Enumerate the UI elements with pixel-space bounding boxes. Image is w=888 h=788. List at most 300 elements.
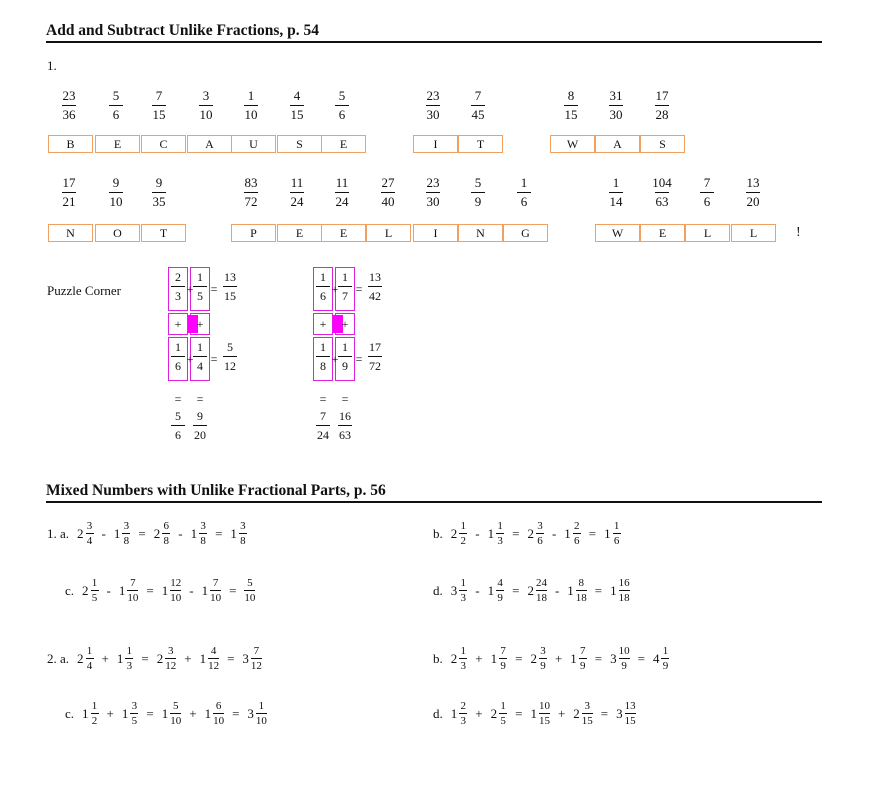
fraction-numerator: 3 — [202, 88, 210, 103]
fraction-denominator: 4 — [86, 535, 93, 547]
fraction-bar — [213, 713, 224, 714]
fraction-bar — [459, 658, 467, 659]
whole-part: 3 — [450, 582, 458, 598]
fraction — [251, 645, 262, 672]
fraction-denominator: 10 — [109, 194, 123, 209]
fraction-bar — [208, 658, 219, 659]
whole-part: 1 — [564, 525, 571, 541]
fraction-bar — [655, 105, 669, 106]
equals-sign: = — [341, 392, 349, 406]
fraction — [539, 645, 547, 672]
fraction-bar — [62, 105, 76, 106]
fraction-bar — [459, 590, 467, 591]
fraction-bar — [130, 713, 138, 714]
fraction-denominator: 3 — [175, 289, 181, 303]
fraction-numerator: 1 — [460, 520, 466, 532]
fraction — [504, 176, 544, 209]
problem-label: d. — [433, 705, 443, 721]
fraction-bar — [576, 590, 587, 591]
fraction-bar — [613, 533, 621, 534]
fraction-denominator: 28 — [655, 107, 669, 122]
letter-box: A — [595, 135, 640, 153]
fraction-denominator: 72 — [369, 359, 381, 373]
fraction-denominator: 3 — [460, 715, 466, 727]
fraction-denominator: 21 — [62, 194, 76, 209]
fraction-numerator: 3 — [131, 700, 138, 712]
fraction-denominator: 15 — [624, 715, 636, 727]
letter-box: E — [277, 224, 322, 242]
fraction-denominator: 6 — [175, 428, 181, 442]
fraction-bar — [426, 105, 440, 106]
fraction-denominator: 2 — [91, 715, 98, 727]
fraction-bar — [91, 713, 99, 714]
fraction-bar — [655, 192, 669, 193]
fraction — [322, 176, 362, 209]
fraction-numerator: 13 — [224, 270, 236, 284]
whole-part: 1 — [116, 650, 124, 666]
fraction-bar — [368, 356, 382, 357]
fraction-numerator: 1 — [460, 645, 466, 657]
fraction — [536, 577, 547, 604]
fraction-denominator: 8 — [240, 535, 246, 547]
fraction-denominator: 15 — [581, 715, 593, 727]
fraction-numerator: 5 — [338, 88, 346, 103]
mixed-number — [157, 645, 177, 672]
puzzle-result-fraction — [220, 270, 240, 303]
fraction — [642, 176, 682, 209]
mixed-number — [162, 577, 182, 604]
fraction — [91, 700, 99, 727]
fraction-denominator: 45 — [471, 107, 485, 122]
fraction — [579, 645, 587, 672]
letter-box: N — [48, 224, 93, 242]
fraction-denominator: 3 — [497, 535, 503, 547]
puzzle-result-fraction — [365, 340, 385, 373]
fraction-denominator: 2 — [460, 535, 466, 547]
fraction — [496, 520, 504, 547]
fraction — [231, 176, 271, 209]
mixed-number — [570, 645, 587, 672]
fraction-numerator: 1 — [342, 340, 348, 354]
fraction-numerator: 27 — [381, 175, 395, 190]
plus-sign: + — [184, 650, 192, 666]
whole-part: 1 — [204, 705, 212, 721]
whole-part: 3 — [242, 650, 249, 666]
mixed-number — [530, 645, 547, 672]
fraction — [619, 577, 630, 604]
fraction-bar — [171, 425, 185, 426]
mixed-number — [616, 700, 636, 727]
equals-sign: = — [138, 525, 146, 541]
fraction-denominator: 6 — [112, 107, 120, 122]
fraction — [459, 645, 467, 672]
fraction — [139, 89, 179, 122]
fraction-bar — [199, 533, 207, 534]
mixed-number — [653, 645, 670, 672]
fraction-numerator: 1 — [320, 270, 326, 284]
fraction-bar — [661, 658, 669, 659]
fraction-bar — [125, 658, 133, 659]
section-title-add-subtract: Add and Subtract Unlike Fractions, p. 54 — [46, 22, 320, 39]
letter-box: N — [458, 224, 503, 242]
equals-sign: = — [600, 705, 609, 721]
problem-label: c. — [65, 582, 75, 598]
fraction-numerator: 12 — [170, 577, 182, 589]
fraction-bar — [165, 658, 176, 659]
letter-box: B — [48, 135, 93, 153]
fraction — [499, 700, 507, 727]
fraction-numerator: 1 — [520, 175, 528, 190]
fraction-bar — [579, 658, 587, 659]
fraction — [86, 645, 94, 672]
fraction — [213, 700, 224, 727]
fraction-denominator: 24 — [317, 428, 329, 442]
fraction-bar — [517, 192, 531, 193]
whole-part: 1 — [490, 650, 498, 666]
letter-box: A — [187, 135, 232, 153]
fraction-denominator: 10 — [170, 592, 182, 604]
fraction-denominator: 63 — [655, 194, 669, 209]
fraction-numerator: 7 — [703, 175, 711, 190]
problem-label: b. — [433, 650, 443, 666]
fraction-numerator: 10 — [618, 645, 630, 657]
equals-sign: = — [355, 282, 363, 296]
fraction-bar — [582, 713, 593, 714]
mixed-number — [154, 520, 171, 547]
mixed-number — [610, 645, 630, 672]
mixed-number — [244, 577, 255, 604]
minus-sign: - — [475, 525, 480, 541]
fraction — [210, 577, 221, 604]
letter-box: W — [550, 135, 595, 153]
fraction-bar — [426, 192, 440, 193]
fraction-numerator: 8 — [567, 88, 575, 103]
fraction-numerator: 24 — [535, 577, 547, 589]
fraction-denominator: 24 — [290, 194, 304, 209]
fraction-numerator: 23 — [426, 175, 440, 190]
fraction-denominator: 12 — [165, 660, 177, 672]
fraction-numerator: 7 — [474, 88, 482, 103]
letter-box: U — [231, 135, 276, 153]
mixed-number — [567, 577, 587, 604]
fraction-numerator: 1 — [86, 645, 93, 657]
fraction — [551, 89, 591, 122]
fraction-bar — [152, 192, 166, 193]
fraction-numerator: 1 — [175, 340, 181, 354]
section-rule — [46, 41, 822, 43]
fraction-numerator: 1 — [197, 340, 203, 354]
fraction — [661, 645, 669, 672]
fraction-denominator: 9 — [580, 660, 586, 672]
letter-box: E — [95, 135, 140, 153]
fraction-bar — [536, 533, 544, 534]
mixed-number — [491, 700, 508, 727]
mixed-number — [77, 520, 94, 547]
minus-sign: - — [189, 582, 194, 598]
plus-sign: + — [186, 352, 194, 366]
fraction — [199, 520, 207, 547]
fraction-denominator: 8 — [320, 359, 326, 373]
fraction-bar — [539, 713, 550, 714]
problem-label: d. — [433, 582, 443, 598]
mixed-number — [122, 700, 139, 727]
fraction — [459, 577, 467, 604]
fraction-bar — [170, 590, 181, 591]
whole-part: 2 — [490, 705, 498, 721]
fraction-bar — [338, 425, 352, 426]
mixed-number — [202, 577, 222, 604]
fraction-denominator: 10 — [255, 715, 267, 727]
fraction-denominator: 42 — [369, 289, 381, 303]
fraction — [413, 176, 453, 209]
equation — [65, 700, 267, 727]
fraction-denominator: 3 — [126, 660, 133, 672]
fraction-bar — [499, 713, 507, 714]
fraction-numerator: 3 — [584, 700, 591, 712]
whole-part: 1 — [570, 650, 577, 666]
fraction-denominator: 12 — [208, 660, 220, 672]
equation — [47, 520, 247, 547]
fraction-denominator: 9 — [497, 592, 503, 604]
whole-part: 3 — [610, 650, 617, 666]
fraction-bar — [471, 105, 485, 106]
fraction-numerator: 16 — [339, 409, 351, 423]
fraction-denominator: 4 — [197, 359, 203, 373]
equals-sign: = — [232, 705, 240, 721]
fraction-bar — [256, 713, 267, 714]
fraction-denominator: 15 — [224, 289, 236, 303]
fraction-numerator: 13 — [369, 270, 381, 284]
fraction-denominator: 8 — [200, 535, 206, 547]
fraction-denominator: 10 — [170, 715, 182, 727]
exclamation-mark: ! — [796, 225, 801, 240]
fraction — [413, 89, 453, 122]
whole-part: 2 — [573, 705, 580, 721]
fraction-denominator: 10 — [213, 715, 225, 727]
fraction — [458, 176, 498, 209]
letter-box: L — [731, 224, 776, 242]
problem-label: b. — [433, 525, 443, 541]
plus-sign: + — [101, 650, 109, 666]
fraction-bar — [239, 533, 247, 534]
fraction-bar — [162, 533, 170, 534]
fraction-numerator: 5 — [247, 577, 253, 589]
fraction-numerator: 6 — [163, 520, 169, 532]
fraction-bar — [609, 105, 623, 106]
fraction — [733, 176, 773, 209]
plus-sign: + — [331, 282, 339, 296]
fraction-denominator: 35 — [152, 194, 166, 209]
fraction — [576, 577, 587, 604]
plus-sign: + — [341, 317, 349, 331]
fraction-denominator: 6 — [574, 535, 580, 547]
fraction — [96, 176, 136, 209]
fraction-denominator: 5 — [131, 715, 138, 727]
fraction-denominator: 15 — [152, 107, 166, 122]
whole-part: 1 — [487, 525, 495, 541]
fraction-bar — [290, 192, 304, 193]
whole-part: 1 — [118, 582, 126, 598]
mixed-number — [530, 700, 550, 727]
fraction-bar — [619, 590, 630, 591]
equals-sign: = — [146, 582, 154, 598]
fraction-denominator: 6 — [320, 289, 326, 303]
fraction-bar — [244, 105, 258, 106]
mixed-number — [119, 577, 139, 604]
fraction-denominator: 18 — [618, 592, 630, 604]
problem-label: 1. a. — [47, 525, 70, 541]
whole-part: 1 — [201, 582, 209, 598]
minus-sign: - — [178, 525, 183, 541]
equals-sign: = — [637, 650, 645, 666]
fraction-numerator: 13 — [746, 175, 760, 190]
whole-part: 4 — [652, 650, 660, 666]
fraction-denominator: 9 — [662, 660, 669, 672]
fraction — [596, 176, 636, 209]
whole-part: 1 — [530, 705, 537, 721]
fraction-bar — [199, 105, 213, 106]
fraction — [139, 176, 179, 209]
fraction-bar — [619, 658, 630, 659]
fraction-bar — [368, 286, 382, 287]
fraction-denominator: 6 — [537, 535, 543, 547]
fraction-numerator: 1 — [247, 88, 255, 103]
equation — [47, 645, 262, 672]
letter-box: E — [321, 135, 366, 153]
fraction-denominator: 18 — [575, 592, 587, 604]
equation — [433, 577, 630, 604]
fraction-denominator: 3 — [460, 660, 466, 672]
fraction-denominator: 7 — [342, 289, 348, 303]
fraction — [582, 700, 593, 727]
fraction-bar — [539, 658, 547, 659]
plus-sign: + — [189, 705, 197, 721]
puzzle-result-fraction — [365, 270, 385, 303]
fraction-numerator: 2 — [175, 270, 181, 284]
mixed-number — [451, 700, 468, 727]
fraction-bar — [91, 590, 99, 591]
fraction — [86, 520, 94, 547]
fraction — [613, 520, 621, 547]
fraction-denominator: 10 — [127, 592, 139, 604]
equals-sign: = — [512, 525, 520, 541]
item-number: 1. — [47, 58, 57, 73]
fraction — [496, 577, 504, 604]
letter-box: E — [321, 224, 366, 242]
whole-part: 1 — [190, 525, 198, 541]
whole-part: 1 — [450, 705, 458, 721]
mixed-number — [451, 520, 468, 547]
fraction — [170, 700, 181, 727]
fraction-numerator: 5 — [175, 409, 181, 423]
fraction-denominator: 18 — [535, 592, 547, 604]
fraction — [277, 176, 317, 209]
fraction-denominator: 6 — [613, 535, 620, 547]
minus-sign: - — [554, 582, 560, 598]
mixed-number — [191, 520, 208, 547]
fraction-bar — [223, 356, 237, 357]
fraction-denominator: 36 — [62, 107, 76, 122]
fraction — [536, 520, 544, 547]
fraction-denominator: 6 — [338, 107, 346, 122]
fraction — [162, 520, 170, 547]
whole-part: 2 — [82, 582, 89, 598]
fraction-denominator: 12 — [250, 660, 262, 672]
fraction-denominator: 10 — [244, 107, 258, 122]
mixed-number — [527, 577, 547, 604]
minus-sign: - — [101, 525, 106, 541]
fraction-bar — [290, 105, 304, 106]
fraction-denominator: 14 — [609, 194, 623, 209]
whole-part: 1 — [567, 582, 574, 598]
fraction-bar — [109, 192, 123, 193]
fraction-denominator: 3 — [460, 592, 466, 604]
fraction-denominator: 24 — [335, 194, 349, 209]
fraction-bar — [609, 192, 623, 193]
fraction-denominator: 63 — [339, 428, 351, 442]
fraction-numerator: 17 — [369, 340, 381, 354]
fraction-denominator: 6 — [703, 194, 711, 209]
fraction-denominator: 30 — [426, 107, 440, 122]
fraction-numerator: 1 — [497, 520, 503, 532]
fraction-denominator: 5 — [197, 289, 203, 303]
letter-box: L — [366, 224, 411, 242]
mixed-number — [117, 645, 134, 672]
fraction-denominator: 10 — [244, 592, 256, 604]
fraction-bar — [573, 533, 581, 534]
plus-sign: + — [186, 282, 194, 296]
mixed-number — [242, 645, 262, 672]
equals-sign: = — [355, 352, 363, 366]
fraction-denominator: 6 — [520, 194, 528, 209]
plus-sign: + — [319, 317, 327, 331]
fraction — [256, 700, 267, 727]
plus-sign: + — [475, 650, 483, 666]
fraction-numerator: 9 — [155, 175, 163, 190]
fraction-bar — [496, 590, 504, 591]
fraction — [122, 520, 130, 547]
fraction-numerator: 1 — [342, 270, 348, 284]
fraction-numerator: 7 — [130, 577, 136, 589]
plus-sign: + — [196, 317, 204, 331]
fraction-bar — [109, 105, 123, 106]
fraction-numerator: 7 — [500, 645, 506, 657]
fraction-numerator: 23 — [426, 88, 440, 103]
fraction — [125, 645, 133, 672]
fraction-denominator: 10 — [199, 107, 213, 122]
puzzle-column-result — [190, 409, 210, 442]
fraction-bar — [244, 192, 258, 193]
fraction-denominator: 6 — [175, 359, 181, 373]
fraction — [625, 700, 636, 727]
fraction-bar — [316, 425, 330, 426]
fraction-denominator: 10 — [210, 592, 222, 604]
fraction-bar — [459, 533, 467, 534]
plus-sign: + — [106, 705, 114, 721]
fraction-numerator: 5 — [474, 175, 482, 190]
equation — [433, 700, 636, 727]
fraction-denominator: 20 — [746, 194, 760, 209]
fraction-bar — [171, 356, 185, 357]
fraction-denominator: 9 — [621, 660, 627, 672]
whole-part: 1 — [230, 525, 237, 541]
equals-sign: = — [515, 705, 523, 721]
fraction-denominator: 9 — [540, 660, 546, 672]
whole-part: 1 — [82, 705, 89, 721]
puzzle-corner-label: Puzzle Corner — [47, 283, 122, 298]
equals-sign: = — [229, 582, 237, 598]
fraction — [49, 176, 89, 209]
